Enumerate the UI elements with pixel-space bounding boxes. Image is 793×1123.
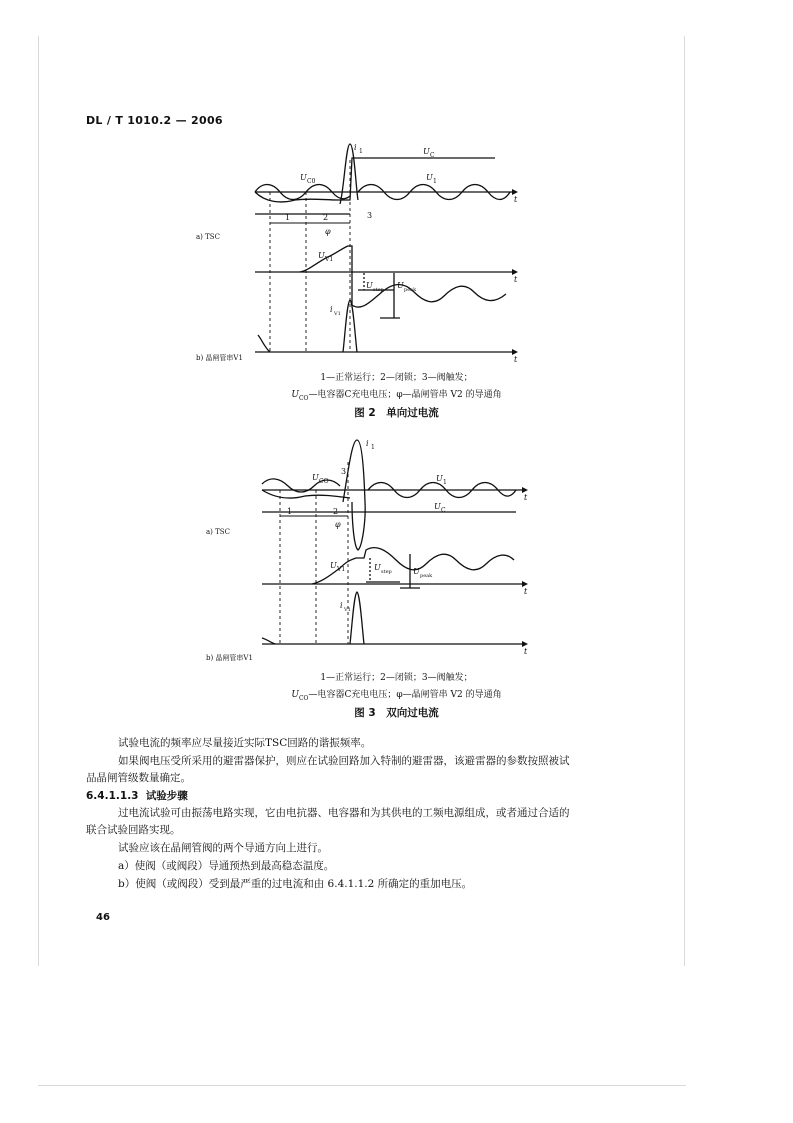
fig3-label-phi: φ bbox=[335, 520, 341, 529]
fig3-legend-line2: $U_{CO}—$电容器C充电电压；φ—晶闸管串 V2 的导通角 bbox=[291, 690, 502, 702]
paragraph-directions: 试验应该在晶闸管阀的两个导通方向上进行。 bbox=[118, 842, 328, 854]
fig3-u1-waveform bbox=[262, 479, 516, 498]
fig3-label-uco: U bbox=[312, 473, 319, 482]
fig2-label-seg2: 2 bbox=[323, 213, 329, 222]
fig3-label-iv1-sub: V1 bbox=[344, 607, 351, 613]
fig3-legend-line1: 1—正常运行；2—闭锁；3—阀触发； bbox=[320, 673, 473, 683]
fig2-label-u1-sub: 1 bbox=[433, 178, 437, 185]
fig3-label-i1: i bbox=[366, 439, 369, 448]
fig3-label-uc: U bbox=[434, 502, 441, 511]
fig2-label-ustep: U bbox=[366, 281, 373, 290]
fig3-label-ustep: U bbox=[374, 563, 381, 572]
fig3-label-uv1: U bbox=[330, 561, 337, 570]
fig2-label-t2: t bbox=[514, 275, 518, 284]
fig2-label-uc-sub: C bbox=[430, 152, 435, 159]
paragraph-arrester-line1: 如果阀电压受所采用的避雷器保护，则应在试验回路加入特制的避雷器，该避雷器的参数按照被试 bbox=[118, 755, 570, 767]
fig2-label-i1-sub: 1 bbox=[359, 148, 363, 155]
fig3-panel-a: a) TSC bbox=[206, 528, 230, 536]
paragraph-circuit-line2: 联合试验回路实现。 bbox=[86, 824, 181, 836]
fig2-label-uv1: U bbox=[318, 251, 325, 260]
fig3-label-seg1: 1 bbox=[287, 507, 293, 516]
list-item-b: b）使阀（或阀段）受到最严重的过电流和由 6.4.1.1.2 所确定的重加电压。 bbox=[118, 878, 473, 890]
figure-2-diagram bbox=[0, 130, 793, 365]
list-item-a: a）使阀（或阀段）导通预热到最高稳态温度。 bbox=[118, 860, 335, 872]
fig2-label-i1: i bbox=[354, 143, 357, 152]
fig3-label-iv1: i bbox=[340, 601, 343, 610]
fig3-label-u1: U bbox=[436, 474, 443, 483]
fig3-label-seg2: 2 bbox=[333, 507, 339, 516]
fig3-label-i1-sub: 1 bbox=[371, 444, 375, 451]
fig3-label-uv1-sub: V1 bbox=[337, 566, 346, 573]
fig2-iv1-pulse bbox=[258, 300, 357, 352]
fig2-label-ustep-sub: step bbox=[373, 287, 384, 293]
fig3-label-seg3: 3 bbox=[341, 467, 347, 476]
fig3-label-t1: t bbox=[524, 493, 528, 502]
paragraph-circuit-line1: 过电流试验可由振荡电路实现，它由电抗器、电容器和为其供电的工频电源组成，或者通过合适的 bbox=[118, 807, 570, 819]
fig2-i1-pulse bbox=[340, 144, 358, 204]
fig2-label-uc0-sub: C0 bbox=[307, 178, 316, 185]
paragraph-test-frequency: 试验电流的频率应尽量接近实际TSC回路的谐振频率。 bbox=[118, 737, 372, 749]
fig2-label-t1: t bbox=[514, 195, 518, 204]
fig2-label-upeak-sub: peak bbox=[404, 287, 417, 293]
fig2-label-phi: φ bbox=[325, 227, 331, 236]
fig2-legend-line1: 1—正常运行；2—闭锁；3—阀触发； bbox=[320, 373, 473, 383]
fig3-label-upeak: U bbox=[413, 567, 420, 576]
paragraph-arrester-line2: 品晶闸管级数量确定。 bbox=[86, 772, 191, 784]
document-id: DL / T 1010.2 — 2006 bbox=[86, 114, 223, 127]
fig2-panel-b: b) 晶闸管串V1 bbox=[196, 354, 243, 362]
fig2-label-seg1: 1 bbox=[285, 213, 291, 222]
figure-3-diagram bbox=[0, 432, 793, 664]
fig2-label-uv1-sub: V1 bbox=[325, 256, 334, 263]
page-number: 46 bbox=[96, 912, 110, 923]
fig2-label-u1: U bbox=[426, 173, 433, 182]
fig3-label-uc-sub: C bbox=[441, 507, 446, 514]
section-title: 试验步骤 bbox=[145, 790, 188, 802]
fig2-panel-a: a) TSC bbox=[196, 233, 220, 241]
fig3-label-upeak-sub: peak bbox=[420, 573, 433, 579]
fig3-label-u1-sub: 1 bbox=[443, 479, 447, 486]
fig3-panel-b: b) 晶闸管串V1 bbox=[206, 654, 253, 662]
fig3-label-ustep-sub: step bbox=[381, 569, 392, 575]
fig3-i1-pulse bbox=[343, 440, 365, 550]
fig3-label-t3: t bbox=[524, 647, 528, 656]
fig2-label-t3: t bbox=[514, 355, 518, 364]
fig3-iv1-pulse bbox=[262, 592, 364, 644]
bottom-rule bbox=[38, 1085, 686, 1086]
fig2-label-iv1: i bbox=[330, 305, 333, 314]
fig2-title: 图 2 单向过电流 bbox=[354, 407, 439, 419]
fig2-legend-line2: $U_{CO}—$电容器C充电电压；φ—晶闸管串 V2 的导通角 bbox=[291, 390, 502, 402]
fig2-label-uc0: U bbox=[300, 173, 307, 182]
fig3-label-t2: t bbox=[524, 587, 528, 596]
fig2-label-uc: U bbox=[423, 147, 430, 156]
fig2-label-iv1-sub: V1 bbox=[334, 311, 341, 317]
fig2-label-seg3: 3 bbox=[367, 211, 373, 220]
section-heading bbox=[86, 788, 188, 803]
fig2-label-upeak: U bbox=[397, 281, 404, 290]
section-number: 6.4.1.1.3 bbox=[86, 790, 139, 802]
fig3-label-uco-sub: CO bbox=[319, 478, 329, 485]
fig3-title: 图 3 双向过电流 bbox=[354, 707, 439, 719]
